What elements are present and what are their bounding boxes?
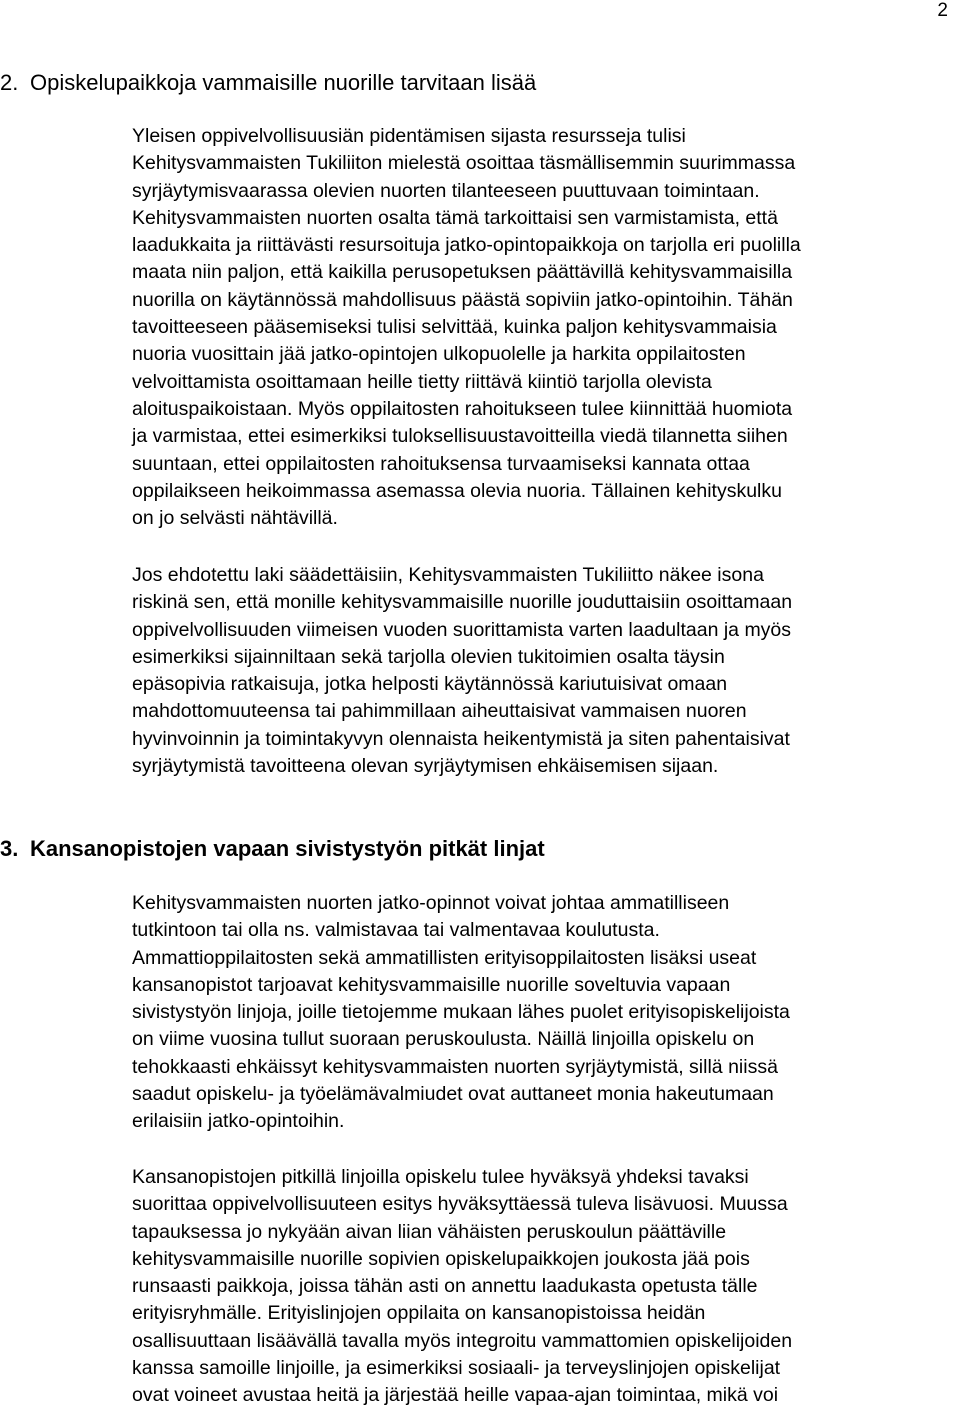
text-line: erityisryhmälle. Erityislinjojen oppilaita on kansanopistoissa heidän — [132, 1302, 706, 1325]
text-line: Yleisen oppivelvollisuusiän pidentämisen sijasta resursseja tulisi — [132, 125, 686, 147]
page-number: 2 — [937, 0, 948, 21]
text-line: Kehitysvammaisten Tukiliiton mielestä osoittaa täsmällisemmin suurimmassa — [132, 152, 796, 175]
section-2-title: Opiskelupaikkoja vammaisille nuorille tarvitaan lisää — [30, 70, 537, 95]
section-3-heading — [0, 836, 545, 862]
text-line: nuorilla on käytännössä mahdollisuus päästä sopiviin jatko-opintoihin. Tähän — [132, 288, 793, 311]
text-line: suorittaa oppivelvollisuuteen esitys hyväksyttäessä tuleva lisävuosi. Muussa — [132, 1193, 788, 1216]
section-3-number: 3. — [0, 836, 19, 861]
section-3-title: Kansanopistojen vapaan sivistystyön pitkät linjat — [30, 836, 545, 861]
text-line: riskinä sen, että monille kehitysvammaisille nuorille jouduttaisiin osoittamaan — [132, 591, 793, 614]
text-line: velvoittamista osoittamaan heille tietty riittävä kiintiö tarjolla olevista — [132, 370, 712, 393]
text-line: oppivelvollisuuden viimeisen vuoden suorittamista varten laadultaan ja myös — [132, 618, 792, 641]
text-line: ja varmistaa, ettei esimerkiksi tuloksellisuustavoitteilla viedä tilannetta siihen — [132, 425, 788, 448]
text-line: runsaasti paikkoja, joissa tähän asti on annettu laadukasta opetusta tälle — [132, 1275, 758, 1298]
text-line: syrjäytymisvaarassa olevien nuorten tilanteeseen puuttuvaan toimintaan. — [132, 179, 760, 202]
text-line: nuoria vuosittain jää jatko-opintojen ulkopuolelle ja harkita oppilaitosten — [132, 343, 746, 366]
text-line: kehitysvammaisille nuorille sopivien opiskelupaikkojen joukosta jää pois — [132, 1247, 750, 1270]
text-line: on jo selvästi nähtävillä. — [132, 507, 338, 530]
text-line: ovat voineet avustaa heitä ja järjestää heille vapaa-ajan toimintaa, mikä voi — [132, 1384, 779, 1407]
section-3-paragraph-2 — [132, 1164, 958, 1410]
text-line: esimerkiksi sijainniltaan sekä tarjolla olevien tukitoimien osalta täysin — [132, 645, 725, 668]
text-line: erilaisiin jatko-opintoihin. — [132, 1110, 345, 1133]
text-line: Jos ehdotettu laki säädettäisiin, Kehitysvammaisten Tukiliitto näkee isona — [132, 564, 764, 586]
section-2-paragraph-1 — [132, 123, 958, 532]
section-2-number: 2. — [0, 70, 19, 95]
text-line: hyvinvoinnin ja toimintakyvyn olennaista heikentymistä ja siten pahentaisivat — [132, 727, 790, 750]
text-line: kansanopistot tarjoavat kehitysvammaisille nuorille soveltuvia vapaan — [132, 973, 731, 996]
text-line: on viime vuosina tullut suoraan peruskoulusta. Näillä linjoilla opiskelu on — [132, 1028, 755, 1051]
text-line: oppilaikseen heikoimmassa asemassa olevia nuoria. Tällainen kehityskulku — [132, 479, 782, 502]
section-2-heading — [0, 70, 536, 96]
section-3-paragraph-1 — [132, 890, 958, 1136]
text-line: Kansanopistojen pitkillä linjoilla opiskelu tulee hyväksyä yhdeksi tavaksi — [132, 1166, 749, 1188]
text-line: laadukkaita ja riittävästi resursoituja jatko-opintopaikkoja on tarjolla eri puolilla — [132, 234, 801, 257]
text-line: syrjäytymistä tavoitteena olevan syrjäytymisen ehkäisemisen sijaan. — [132, 755, 719, 778]
text-line: suuntaan, ettei oppilaitosten rahoituksensa turvaamiseksi kannata ottaa — [132, 452, 750, 475]
text-line: tavoitteeseen pääsemiseksi tulisi selvittää, kuinka paljon kehitysvammaisia — [132, 316, 777, 339]
section-2-paragraph-2 — [132, 562, 958, 780]
text-line: Kehitysvammaisten nuorten osalta tämä tarkoittaisi sen varmistamista, että — [132, 206, 778, 229]
text-line: mahdottomuuteensa tai pahimmillaan aiheuttaisivat vammaisen nuoren — [132, 700, 747, 723]
text-line: tapauksessa jo nykyään aivan liian vähäisten peruskoulun päättäville — [132, 1220, 727, 1243]
text-line: aloituspaikoistaan. Myös oppilaitosten rahoitukseen tulee kiinnittää huomiota — [132, 397, 793, 420]
text-line: osallisuuttaan lisäävällä tavalla myös integroitu vammattomien opiskelijoiden — [132, 1329, 793, 1352]
text-line: tehokkaasti ehkäissyt kehitysvammaisten nuorten syrjäytymistä, sillä niissä — [132, 1055, 778, 1078]
text-line: maata niin paljon, että kaikilla perusopetuksen päättävillä kehitysvammaisilla — [132, 261, 793, 284]
text-line: sivistystyön linjoja, joille tietojemme mukaan lähes puolet erityisopiskelijoista — [132, 1001, 790, 1024]
text-line: tutkintoon tai olla ns. valmistavaa tai valmentavaa koulutusta. — [132, 919, 660, 942]
text-line: Kehitysvammaisten nuorten jatko-opinnot voivat johtaa ammatilliseen — [132, 892, 730, 914]
text-line: Ammattioppilaitosten sekä ammatillisten erityisoppilaitosten lisäksi useat — [132, 946, 757, 969]
text-line: saadut opiskelu- ja työelämävalmiudet ovat auttaneet monia hakeutumaan — [132, 1083, 774, 1106]
text-line: kanssa samoille linjoille, ja esimerkiksi sosiaali- ja terveyslinjojen opiskelijat — [132, 1357, 781, 1380]
text-line: epäsopivia ratkaisuja, jotka helposti käytännössä kariutuisivat omaan — [132, 673, 728, 696]
